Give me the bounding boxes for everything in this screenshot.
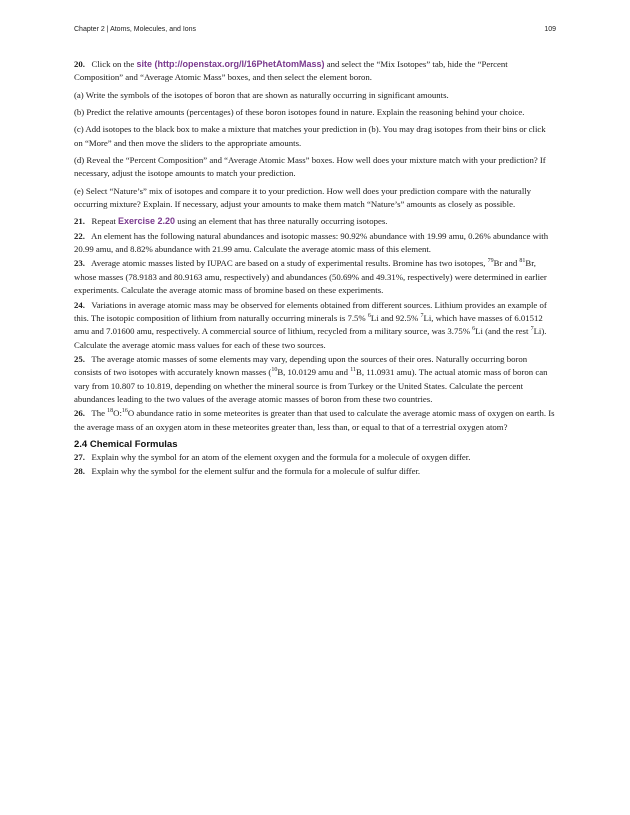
mass-number: 7: [420, 312, 424, 319]
exercise-number: 22.: [74, 230, 85, 241]
exercise-20-part-e: (e) Select “Nature’s” mix of isotopes and compare it to your prediction. How well does your prediction compare with the naturally occurring mixture? Explain. If necessary, adjust your amounts to make them match “Nature’s” amounts as closely as possible.: [74, 185, 532, 210]
exercise-text: O:: [113, 408, 122, 419]
exercise-28: [74, 465, 556, 478]
exercise-text: Li (and the rest: [475, 326, 529, 337]
exercise-list: [74, 58, 556, 480]
exercise-number: 23.: [74, 258, 85, 269]
exercise-text: Explain why the symbol for the element sulfur and the formula for a molecule of sulfur differ.: [91, 466, 421, 477]
exercise-text: and select the “Mix Isotopes” tab, hide the “Percent Composition” and “Average Atomic Mass” boxes, and then select the element boron.: [74, 59, 508, 83]
mass-number: 79: [487, 258, 494, 265]
exercise-number: 20.: [74, 59, 85, 69]
exercise-text: Explain why the symbol for an atom of the element oxygen and the formula for a molecule of oxygen differ.: [91, 451, 471, 462]
exercise-text: Repeat: [91, 216, 116, 227]
exercise-2-20-link[interactable]: Exercise 2.20: [117, 216, 176, 227]
exercise-20-part-d: (d) Reveal the “Percent Composition” and “Average Atomic Mass” boxes. How well does your mixture match with your prediction? If necessary, adjust the isotope amounts to match your prediction.: [74, 155, 546, 179]
exercise-27: [74, 451, 556, 464]
exercise-number: 26.: [74, 408, 85, 419]
running-header: [74, 26, 556, 38]
exercise-text: The average atomic masses of some elements may vary, depending upon the sources of their ores. Naturally occurring boron consists of two isotopes with accurately known masses (: [74, 353, 528, 378]
mass-number: 6: [367, 312, 371, 319]
mass-number: 11: [350, 367, 357, 374]
exercise-text: B, 11.0931 amu). The actual atomic mass of boron can vary from 10.807 to 10.819, depending on whether the mineral source is from Turkey or the United States. Calculate the percent abundances leading to the two values of the average atomic masses of boron from these two countries.: [74, 367, 548, 404]
exercise-text: Li and 92.5%: [370, 312, 419, 323]
exercise-text: B, 10.0129 amu and: [277, 367, 349, 378]
exercise-text: O abundance ratio in some meteorites is greater than that used to calculate the average atomic mass of oxygen on earth. Is the average mass of an oxygen atom in these meteorites greater than, less than, or equal to that of a terrestrial oxygen atom?: [74, 408, 555, 432]
exercise-number: 24.: [74, 299, 85, 310]
phet-site-link[interactable]: site (http://openstax.org/l/16PhetAtomMass): [136, 59, 325, 69]
exercise-25: [74, 353, 556, 406]
exercise-22: [74, 230, 556, 257]
mass-number: 16: [121, 408, 128, 415]
exercise-24: [74, 299, 556, 352]
exercise-number: 27.: [74, 451, 85, 462]
exercise-text: Br, whose masses (78.9183 and 80.9163 amu, respectively) and abundances (50.69% and 49.31%, respectively) were determined in earlier experiments. Calculate the average atomic mass of bromine based on these experiments.: [74, 258, 547, 296]
page-number: 109: [544, 26, 556, 33]
exercise-number: 25.: [74, 353, 85, 364]
exercise-text: Li). Calculate the average atomic mass values for each of these two sources.: [74, 326, 547, 350]
exercise-text: Average atomic masses listed by IUPAC are based on a study of experimental results. Bromine has two isotopes,: [91, 258, 486, 269]
exercise-20-part-b: (b) Predict the relative amounts (percentages) of these boron isotopes found in nature. Explain the reasoning behind your choice.: [74, 107, 525, 118]
exercise-text: Li, which have masses of 6.01512 amu and 7.01600 amu, respectively. A commercial source of lithium, recycled from a military source, was 3.75%: [74, 312, 543, 337]
exercise-text: Click on the: [91, 59, 135, 69]
exercise-text: An element has the following natural abundances and isotopic masses: 90.92% abundance with 19.99 amu, 0.26% abundance with 20.99 amu, and 8.82% abundance with 21.99 amu. Calculate the average atomic mass of this element.: [74, 230, 549, 255]
exercise-text: Variations in average atomic mass may be observed for elements obtained from different sources. Lithium provides an example of this. The isotopic composition of lithium from naturally occurring minerals is 7.5%: [74, 299, 547, 323]
mass-number: 81: [519, 258, 526, 265]
exercise-23: [74, 257, 556, 297]
exercise-26: [74, 407, 556, 434]
section-heading: 2.4 Chemical Formulas: [74, 438, 178, 450]
exercise-20: [74, 58, 556, 85]
mass-number: 7: [530, 326, 534, 333]
mass-number: 18: [107, 408, 114, 415]
exercise-21: [74, 215, 556, 228]
exercise-number: 21.: [74, 216, 85, 227]
mass-number: 6: [472, 326, 476, 333]
exercise-number: 28.: [74, 466, 85, 477]
exercise-20-part-a: (a) Write the symbols of the isotopes of boron that are shown as naturally occurring in significant amounts.: [74, 89, 449, 100]
exercise-text: Br and: [493, 258, 518, 269]
exercise-text: using an element that has three naturally occurring isotopes.: [177, 216, 388, 227]
chapter-title: Chapter 2 | Atoms, Molecules, and Ions: [74, 26, 197, 33]
exercise-text: The: [91, 408, 105, 419]
exercise-20-part-c: (c) Add isotopes to the black box to make a mixture that matches your prediction in (b). You may drag isotopes from their bins or click on “More” and then move the sliders to the appropriate amounts.: [74, 124, 546, 148]
mass-number: 10: [271, 367, 278, 374]
